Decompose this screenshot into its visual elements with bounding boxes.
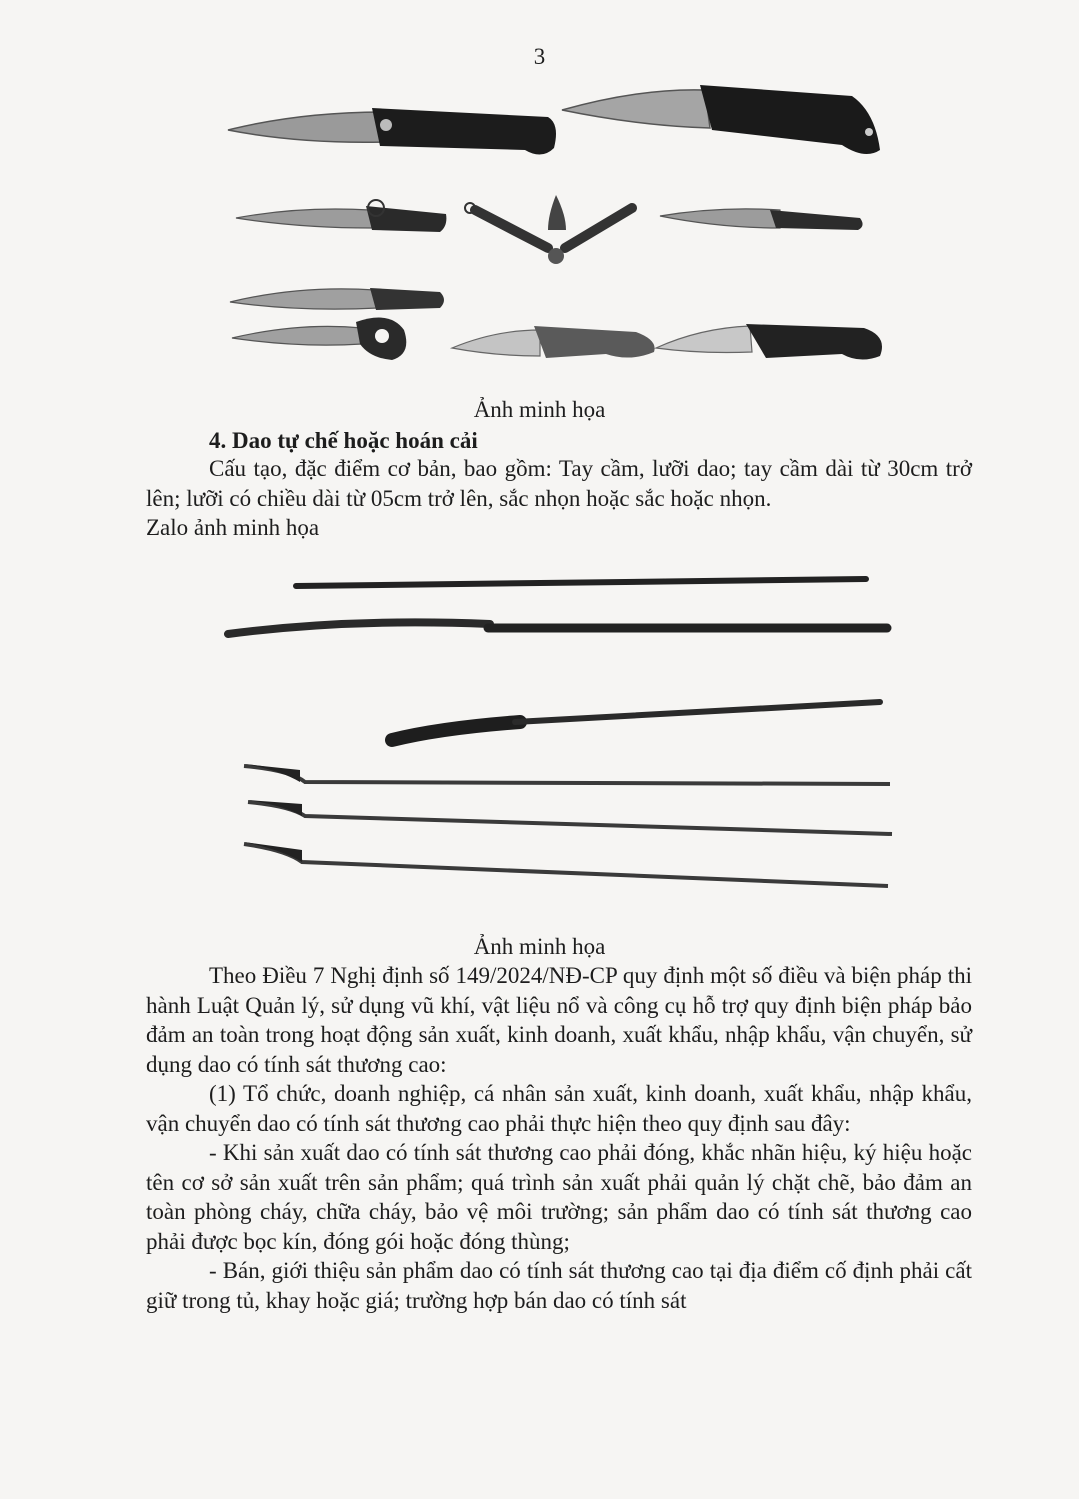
homemade-knife-1: [296, 579, 866, 586]
folding-knives-figure: [0, 80, 1079, 380]
fixed-blade-knife-2: [656, 324, 882, 360]
homemade-knife-5: [248, 800, 892, 834]
body-item-1: (1) Tổ chức, doanh nghiệp, cá nhân sản xuất, kinh doanh, xuất khẩu, nhập khẩu, vận chuyển dao có tính sát thương cao phải thực hiện theo quy định sau đây:: [146, 1081, 972, 1136]
homemade-knife-3: [392, 702, 880, 740]
folding-knife-5: [230, 288, 444, 310]
fixed-blade-knife-1: [452, 326, 655, 358]
body-intro: Theo Điều 7 Nghị định số 149/2024/NĐ-CP quy định một số điều và biện pháp thi hành Luật Quản lý, sử dụng vũ khí, vật liệu nổ và công cụ hỗ trợ quy định biện pháp bảo đảm an toàn trong hoạt động sản xuất, kinh doanh, xuất khẩu, nhập khẩu, vận chuyển, sử dụng dao có tính sát thương cao:: [146, 963, 972, 1077]
homemade-knife-2: [228, 622, 887, 634]
section-4-description-block: [146, 454, 972, 543]
body-bullet-1: - Khi sản xuất dao có tính sát thương cao phải đóng, khắc nhãn hiệu, ký hiệu hoặc tên cơ sở sản xuất trên sản phẩm; quá trình sản xuất phải quản lý chặt chẽ, bảo đảm an toàn phòng cháy, chữa cháy, bảo vệ môi trường; sản phẩm dao có tính sát thương cao phải được bọc kín, đóng gói hoặc đóng thùng;: [146, 1140, 972, 1254]
folding-knife-1: [228, 108, 556, 155]
folding-knife-4: [660, 209, 863, 230]
folding-knife-2: [562, 85, 880, 154]
folding-knife-6: [232, 318, 406, 361]
folding-knife-3: [236, 200, 446, 232]
zalo-note: Zalo ảnh minh họa: [146, 515, 320, 540]
page-number: 3: [533, 44, 546, 69]
homemade-knife-4: [244, 764, 890, 784]
homemade-knife-6: [244, 842, 888, 886]
figure-1-caption: Ảnh minh họa: [473, 397, 606, 422]
body-bullet-2: - Bán, giới thiệu sản phẩm dao có tính sát thương cao tại địa điểm cố định phải cất giữ trong tủ, khay hoặc giá; trường hợp bán dao có tính sát: [146, 1258, 972, 1313]
section-4-heading: 4. Dao tự chế hoặc hoán cải: [209, 428, 478, 453]
homemade-knives-figure: [0, 560, 1079, 900]
butterfly-knife: [465, 195, 632, 264]
section-4-description: Cấu tạo, đặc điểm cơ bản, bao gồm: Tay cầm, lưỡi dao; tay cầm dài từ 30cm trở lên; lưỡi có chiều dài từ 05cm trở lên, sắc nhọn hoặc sắc hoặc nhọn.: [146, 456, 972, 511]
body-text-block: [146, 961, 972, 1315]
figure-2-caption: Ảnh minh họa: [473, 934, 606, 959]
